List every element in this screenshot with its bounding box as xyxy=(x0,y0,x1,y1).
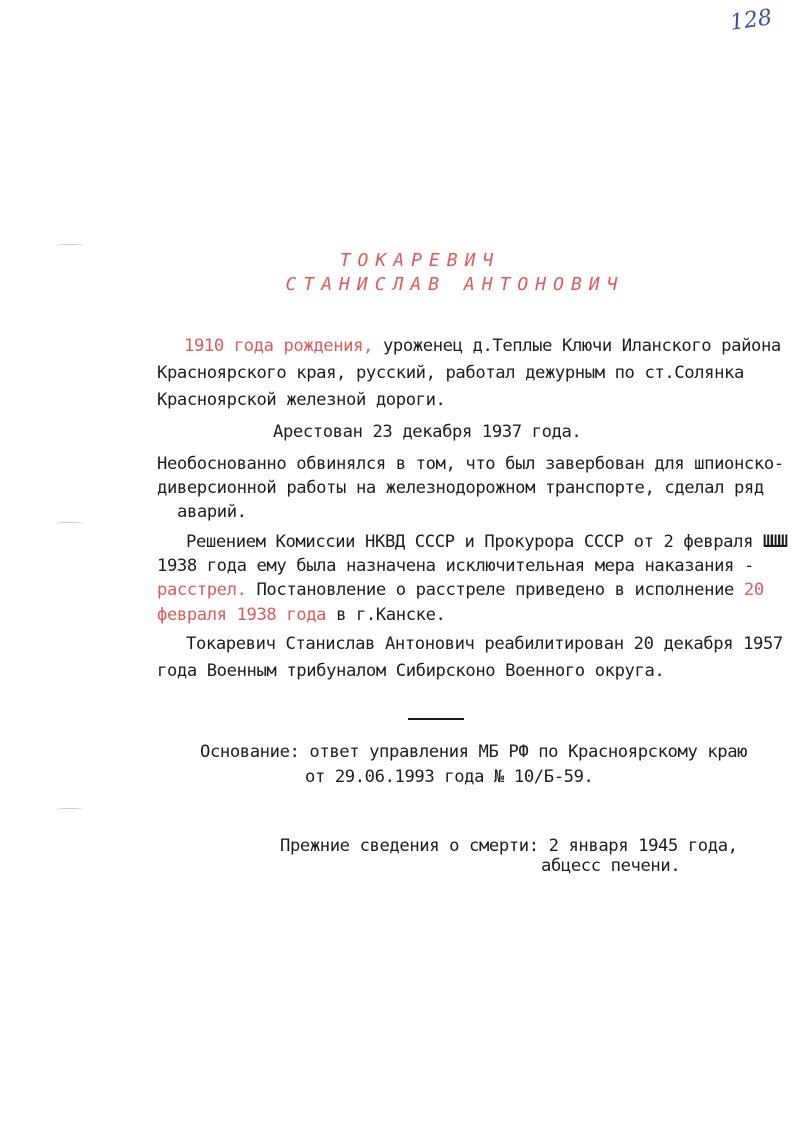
prior-info-line-2: абцесс печени. xyxy=(541,856,681,876)
sentence-line-1 xyxy=(186,532,785,552)
margin-mark xyxy=(56,522,84,525)
title-surname: ТОКАРЕВИЧ xyxy=(339,250,501,271)
title-given-names: СТАНИСЛАВ АНТОНОВИЧ xyxy=(285,274,625,295)
bio-line-3: Красноярской железной дороги. xyxy=(157,390,446,410)
execution-date: февраля 1938 года xyxy=(157,605,327,625)
bio-line-1 xyxy=(184,336,781,356)
birth-year-text: 1910 года рождения, xyxy=(184,336,374,356)
birthplace-text: уроженец д.Теплые Ключи Иланского района xyxy=(373,336,781,356)
sentence-text: Решением Комиссии НКВД СССР и Прокурора СССР от 2 февраля xyxy=(186,532,754,552)
strikeover-text: ШШШ xyxy=(762,532,786,552)
margin-mark xyxy=(56,244,84,247)
execution-place: в г.Канске. xyxy=(326,605,446,625)
charge-line-1: Необоснованно обвинялся в том, что был завербован для шпионско- xyxy=(157,454,784,474)
section-divider xyxy=(408,718,464,720)
execution-word: расстрел. xyxy=(157,580,247,600)
rehab-line-2: года Военным трибуналом Сибирсконо Военного округа. xyxy=(157,661,665,681)
prior-info-line-1: Прежние сведения о смерти: 2 января 1945 года, xyxy=(280,836,738,856)
archive-page-number: 128 xyxy=(728,5,774,36)
basis-line-2: от 29.06.1993 года № 10/Б-59. xyxy=(305,767,594,787)
rehab-line-1: Токаревич Станислав Антонович реабилитирован 20 декабря 1957 xyxy=(186,634,783,654)
execution-text: Постановление о расстреле приведено в исполнение xyxy=(246,580,744,600)
margin-mark xyxy=(56,808,84,811)
bio-line-2: Красноярского края, русский, работал дежурным по ст.Солянка xyxy=(157,363,744,383)
execution-day: 20 xyxy=(743,580,764,600)
sentence-line-2: 1938 года ему была назначена исключительная мера наказания - xyxy=(157,556,754,576)
sentence-line-4 xyxy=(157,605,446,625)
basis-line-1: Основание: ответ управления МБ РФ по Красноярскому краю xyxy=(200,742,748,762)
arrest-line: Арестован 23 декабря 1937 года. xyxy=(273,422,582,442)
sentence-line-3 xyxy=(157,580,764,600)
charge-line-2: диверсионной работы на железнодорожном транспорте, сделал ряд xyxy=(157,478,764,498)
charge-line-3: аварий. xyxy=(177,502,247,522)
